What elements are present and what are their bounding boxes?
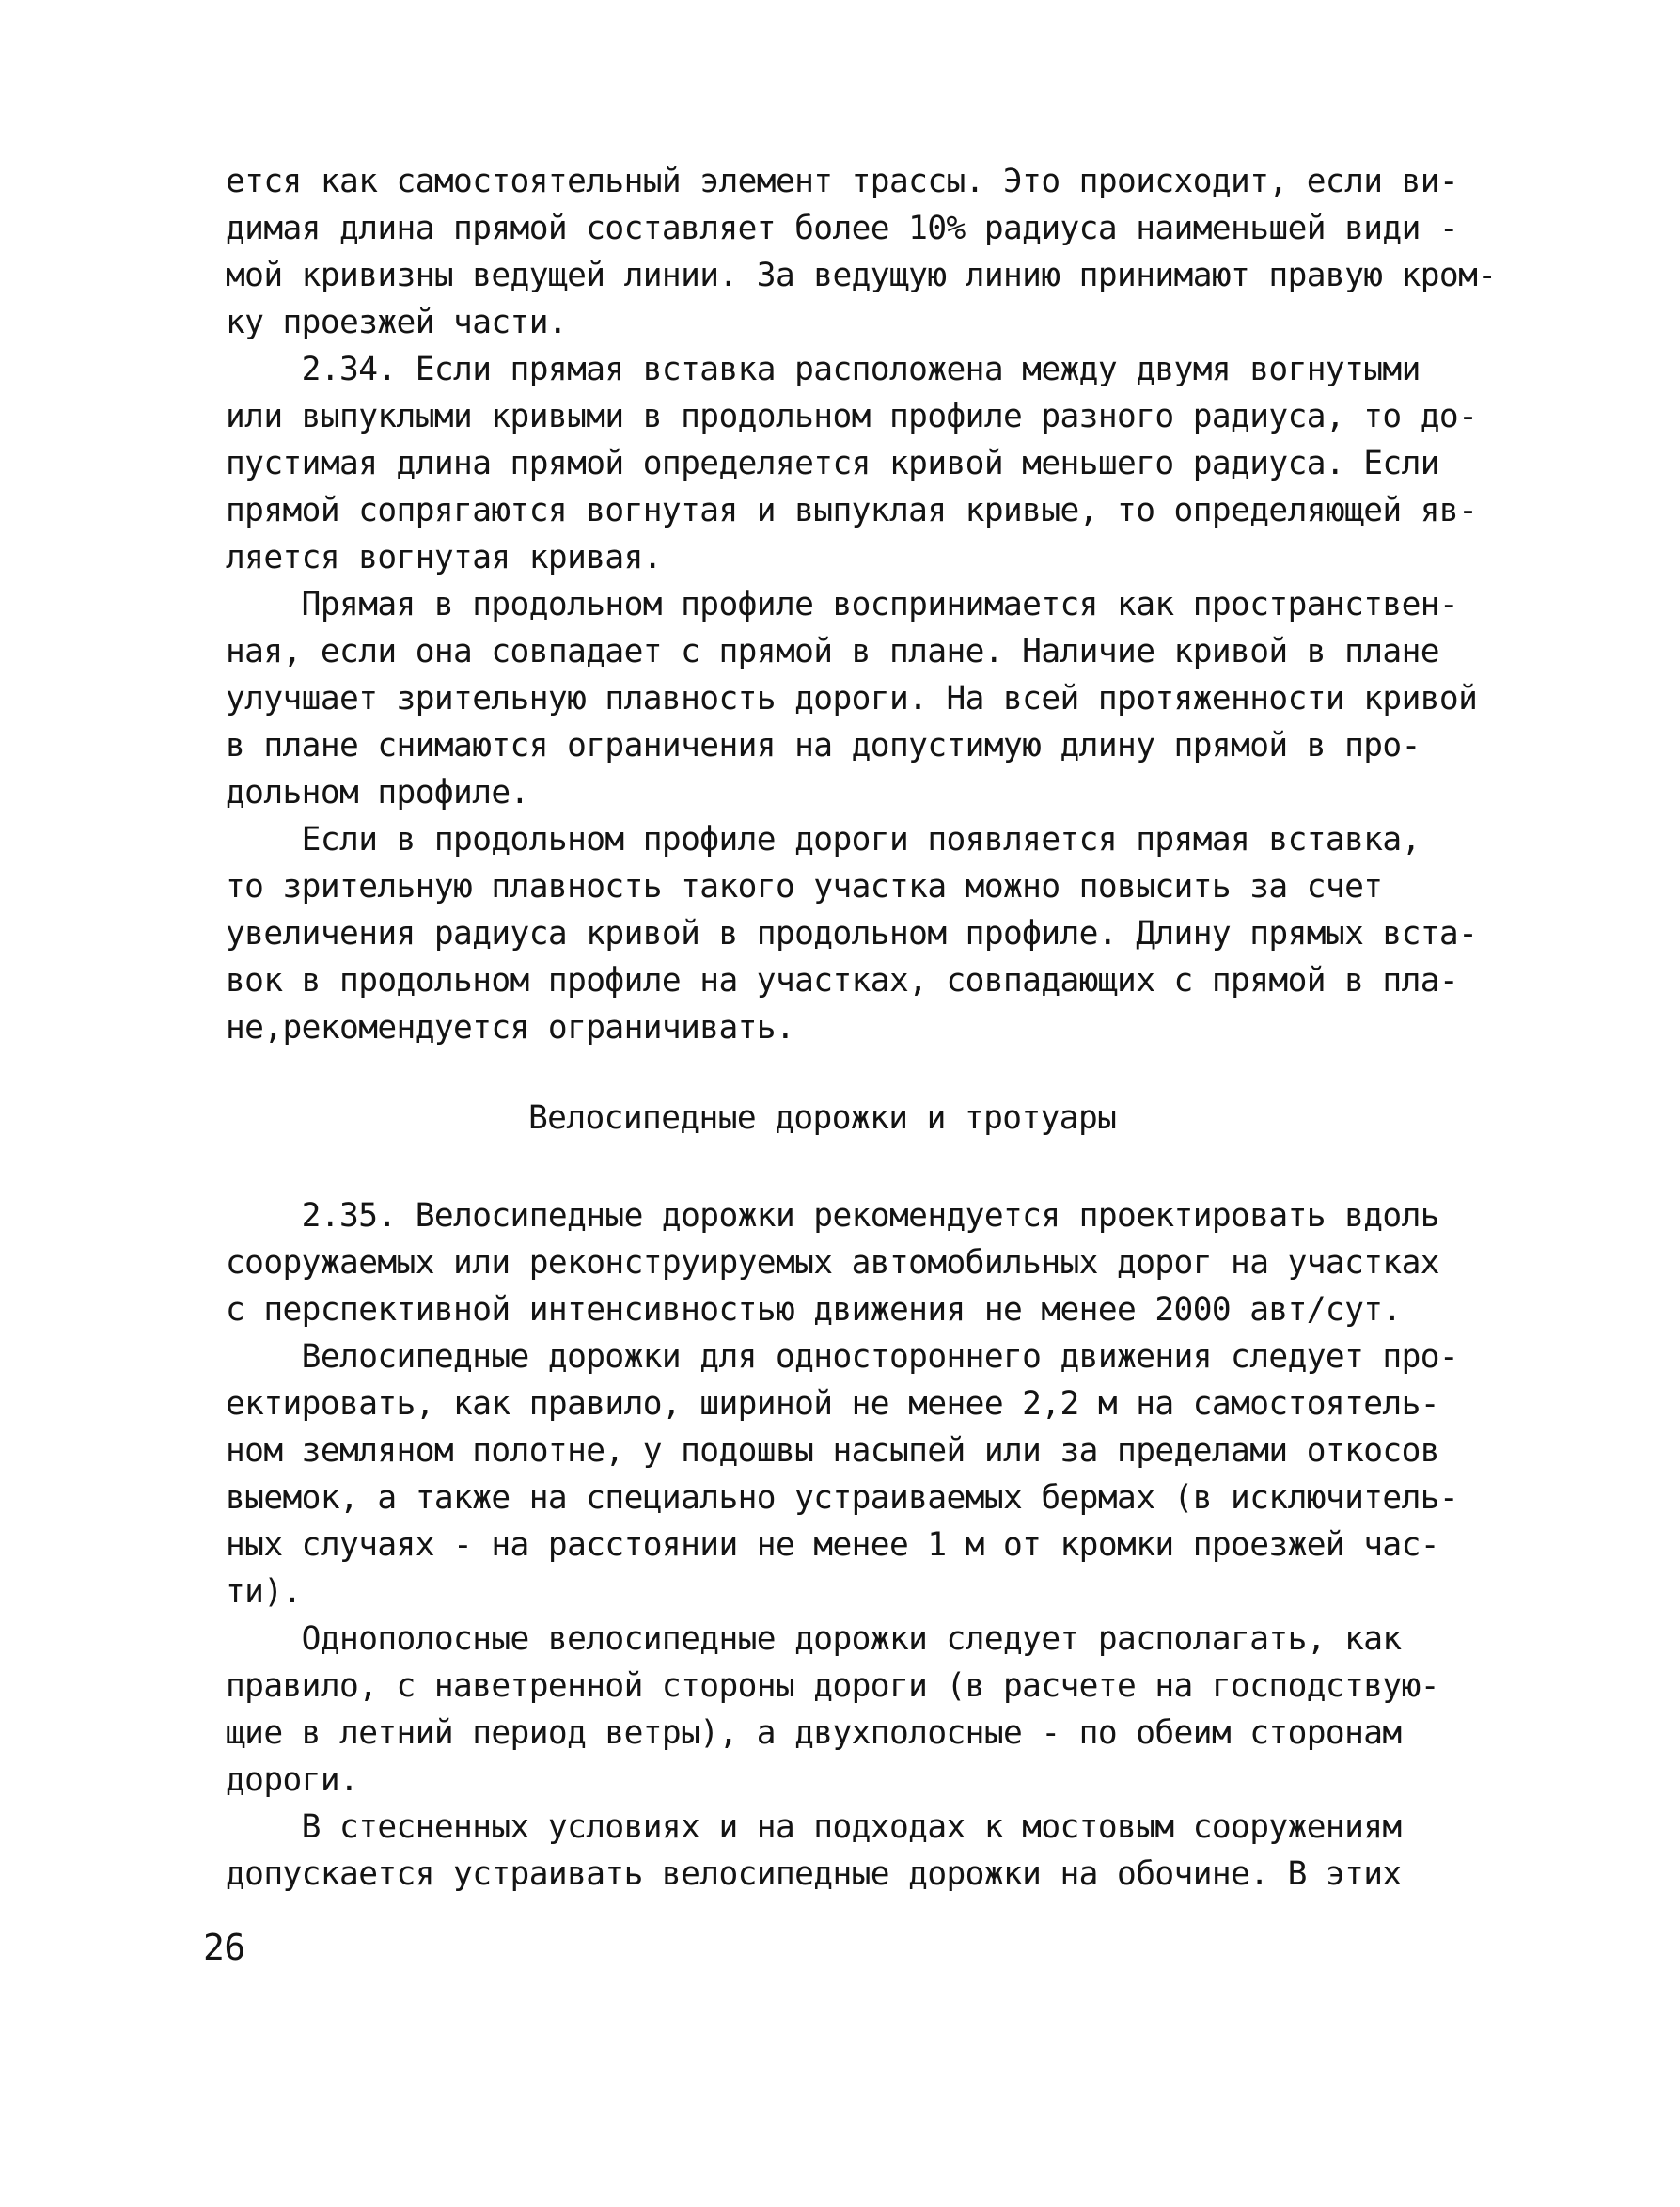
text-line: сооружаемых или реконструируемых автомобильных дорог на участках bbox=[226, 1244, 1439, 1282]
text-line: то зрительную плавность такого участка можно повысить за счет bbox=[226, 868, 1383, 906]
text-line: 2.35. Велосипедные дорожки рекомендуется проектировать вдоль bbox=[226, 1197, 1439, 1235]
text-line: Прямая в продольном профиле воспринимается как пространствен- bbox=[226, 586, 1459, 623]
text-line: 2.34. Если прямая вставка расположена между двумя вогнутыми bbox=[226, 351, 1421, 388]
text-line: прямой сопрягаются вогнутая и выпуклая кривые, то определяющей яв- bbox=[226, 492, 1478, 529]
text-line: не,рекомендуется ограничивать. bbox=[226, 1009, 795, 1047]
text-line: правило, с наветренной стороны дороги (в расчете на господствую- bbox=[226, 1667, 1439, 1705]
text-line: пустимая длина прямой определяется кривой меньшего радиуса. Если bbox=[226, 445, 1439, 482]
text-line: ку проезжей части. bbox=[226, 304, 568, 341]
text-line: допускается устраивать велосипедные дорожки на обочине. В этих bbox=[226, 1855, 1402, 1893]
text-line: щие в летний период ветры), а двухполосные - по обеим сторонам bbox=[226, 1714, 1402, 1752]
text-line: в плане снимаются ограничения на допустимую длину прямой в про- bbox=[226, 727, 1421, 765]
text-line: дольном профиле. bbox=[226, 774, 529, 812]
text-line: ляется вогнутая кривая. bbox=[226, 539, 662, 576]
text-line: ная, если она совпадает с прямой в плане. Наличие кривой в плане bbox=[226, 633, 1439, 670]
body-text bbox=[226, 158, 1497, 1898]
text-line: с перспективной интенсивностью движения не менее 2000 авт/сут. bbox=[226, 1291, 1402, 1329]
spacer bbox=[226, 1142, 1485, 1192]
text-line: дороги. bbox=[226, 1761, 359, 1799]
text-line: ных случаях - на расстоянии не менее 1 м от кромки проезжей час- bbox=[226, 1526, 1439, 1564]
text-line: ном земляном полотне, у подошвы насыпей или за пределами откосов bbox=[226, 1432, 1439, 1470]
text-line: димая длина прямой составляет более 10% радиуса наименьшей види - bbox=[226, 210, 1459, 247]
text-line: ти). bbox=[226, 1573, 302, 1611]
text-line: выемок, а также на специально устраиваемых бермах (в исключитель- bbox=[226, 1479, 1459, 1517]
section-heading: Велосипедные дорожки и тротуары bbox=[528, 1099, 1117, 1137]
text-line: вок в продольном профиле на участках, совпадающих с прямой в пла- bbox=[226, 962, 1459, 1000]
text-line: улучшает зрительную плавность дороги. На всей протяженности кривой bbox=[226, 680, 1478, 717]
text-line: Если в продольном профиле дороги появляется прямая вставка, bbox=[226, 821, 1421, 859]
spacer bbox=[226, 1051, 1485, 1095]
text-line: или выпуклыми кривыми в продольном профиле разного радиуса, то до- bbox=[226, 398, 1478, 435]
page-number: 26 bbox=[203, 1927, 245, 1968]
text-line: ектировать, как правило, шириной не менее 2,2 м на самостоятель- bbox=[226, 1385, 1439, 1423]
text-line: увеличения радиуса кривой в продольном профиле. Длину прямых вста- bbox=[226, 915, 1478, 953]
text-line: Велосипедные дорожки для одностороннего движения следует про- bbox=[226, 1338, 1459, 1376]
text-line: мой кривизны ведущей линии. За ведущую линию принимают правую кром- bbox=[226, 257, 1497, 294]
text-line: ется как самостоятельный элемент трассы. Это происходит, если ви- bbox=[226, 163, 1459, 200]
text-line: В стесненных условиях и на подходах к мостовым сооружениям bbox=[226, 1808, 1402, 1846]
text-line: Однополосные велосипедные дорожки следует располагать, как bbox=[226, 1620, 1402, 1658]
